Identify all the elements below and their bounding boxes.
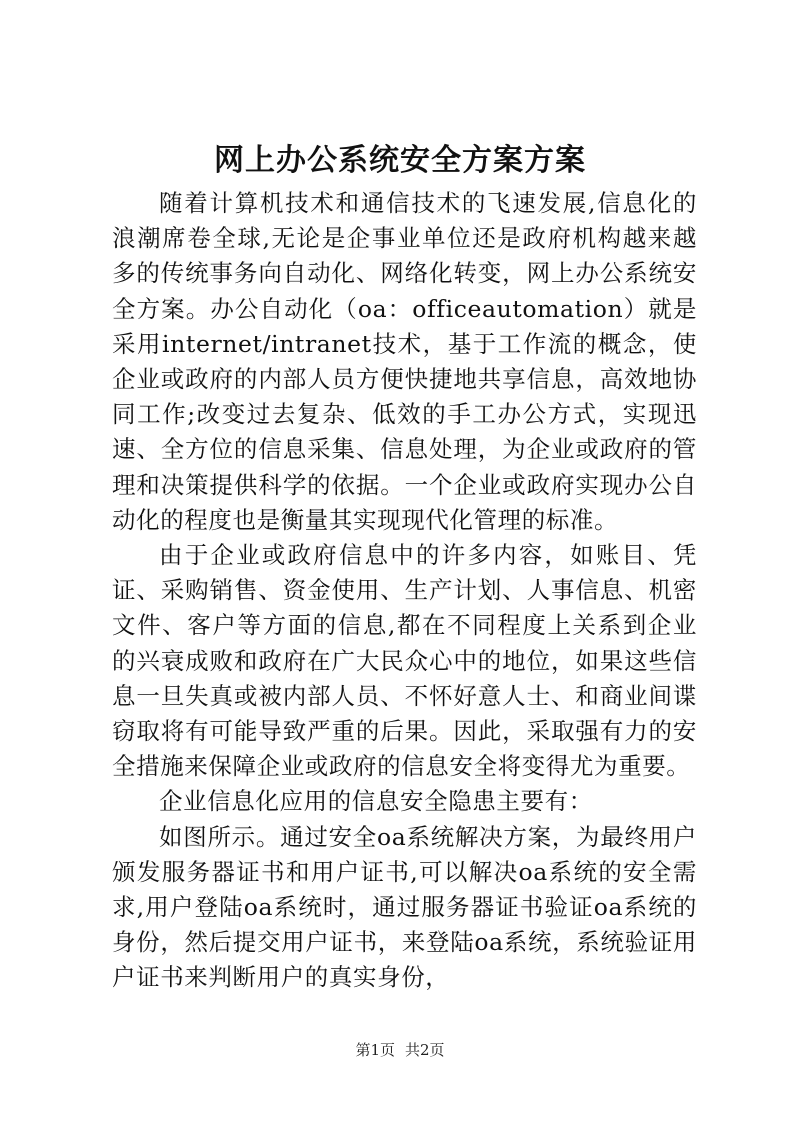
page-number: 第1页 <box>355 1041 395 1059</box>
paragraph-hazards-heading: 企业信息化应用的信息安全隐患主要有： <box>159 787 593 816</box>
paragraph-risk: 由于企业或政府信息中的许多内容，如账目、凭证、采购销售、资金使用、生产计划、人事信息、机密文件、客户等方面的信息,都在不同程度上关系到企业的兴衰成败和政府在广大民众心中的地位，如果这些信息一旦失真或被内部人员、不怀好意人士、和商业间谍窃取将有可能导致严重的后果。因此，采取强有力的安全措施来保障企业或政府的信息安全将变得尤为重要。 <box>112 541 697 781</box>
document-body <box>112 186 697 996</box>
document-title: 网上办公系统安全方案方案 <box>214 143 586 178</box>
page-footer <box>0 1040 800 1060</box>
paragraph-intro: 随着计算机技术和通信技术的飞速发展,信息化的浪潮席卷全球,无论是企事业单位还是政府机构越来越多的传统事务向自动化、网络化转变，网上办公系统安全方案。办公自动化（oa：officeautomation）就是采用internet/intranet技术，基于工作流的概念，使企业或政府的内部人员方便快捷地共享信息，高效地协同工作;改变过去复杂、低效的手工办公方式，实现迅速、全方位的信息采集、信息处理，为企业或政府的管理和决策提供科学的依据。一个企业或政府实现办公自动化的程度也是衡量其实现现代化管理的标准。 <box>112 189 697 534</box>
paragraph-solution: 如图所示。通过安全oa系统解决方案，为最终用户颁发服务器证书和用户证书,可以解决oa系统的安全需求,用户登陆oa系统时，通过服务器证书验证oa系统的身份，然后提交用户证书，来登陆oa系统，系统验证用户证书来判断用户的真实身份， <box>112 822 697 992</box>
page-total: 共2页 <box>405 1041 445 1059</box>
